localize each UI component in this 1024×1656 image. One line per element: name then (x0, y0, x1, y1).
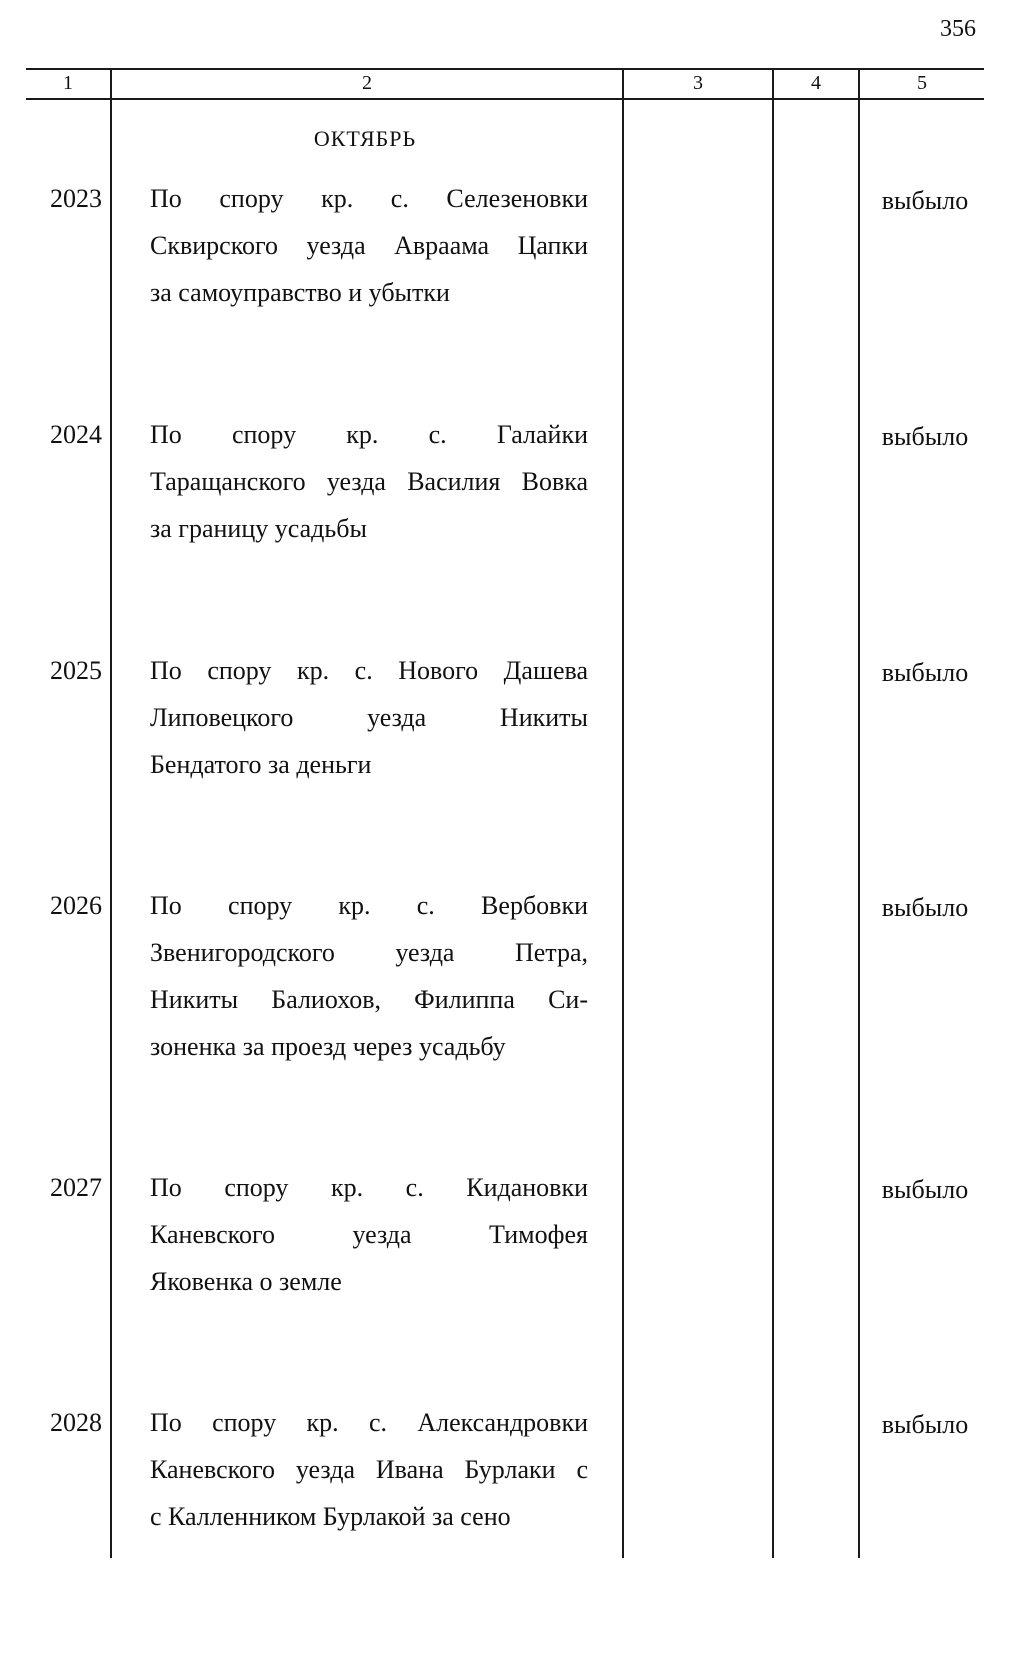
page-number: 356 (940, 16, 976, 42)
row-status: выбыло (881, 422, 969, 451)
description-line: По спору кр. с. Кидановки (150, 1173, 588, 1202)
row-number: 2025 (50, 656, 102, 685)
column-divider-1-2 (110, 68, 112, 1558)
table-header-rule (26, 98, 984, 100)
description-line: зоненка за проезд через усадьбу (150, 1032, 506, 1061)
row-number: 2023 (50, 184, 102, 213)
row-status: выбыло (881, 658, 969, 687)
description-line: за границу усадьбы (150, 514, 367, 543)
description-line: за самоуправство и убытки (150, 278, 450, 307)
description-line: Таращанского уезда Василия Вовка (150, 467, 588, 496)
description-line: Яковенка о земле (150, 1267, 342, 1296)
month-heading: ОКТЯБРЬ (313, 126, 417, 151)
row-description (150, 175, 588, 316)
column-header-5: 5 (917, 72, 927, 94)
description-line: По спору кр. с. Вербовки (150, 891, 588, 920)
description-line: Каневского уезда Ивана Бурлаки с (150, 1455, 588, 1484)
column-divider-3-4 (772, 68, 774, 1558)
row-number: 2027 (50, 1173, 102, 1202)
row-number: 2026 (50, 891, 102, 920)
column-divider-2-3 (622, 68, 624, 1558)
description-line: По спору кр. с. Галайки (150, 420, 588, 449)
row-status: выбыло (881, 893, 969, 922)
description-line: Сквирского уезда Авраама Цапки (150, 231, 588, 260)
description-line: По спору кр. с. Селезеновки (150, 184, 588, 213)
description-line: Липовецкого уезда Никиты (150, 703, 588, 732)
row-status: выбыло (881, 1175, 969, 1204)
row-status: выбыло (881, 1410, 969, 1439)
row-description (150, 411, 588, 552)
column-divider-4-5 (858, 68, 860, 1558)
row-description (150, 1399, 588, 1540)
row-description (150, 882, 588, 1070)
row-status: выбыло (881, 186, 969, 215)
description-line: По спору кр. с. Нового Дашева (150, 656, 588, 685)
description-line: с Калленником Бурлакой за сено (150, 1502, 511, 1531)
column-header-1: 1 (63, 72, 73, 94)
column-header-3: 3 (693, 72, 703, 94)
description-line: Звенигородского уезда Петра, (150, 938, 588, 967)
column-header-4: 4 (811, 72, 821, 94)
row-description (150, 1164, 588, 1305)
description-line: Никиты Балиохов, Филиппа Си- (150, 985, 588, 1014)
column-header-2: 2 (362, 72, 372, 94)
description-line: Каневского уезда Тимофея (150, 1220, 588, 1249)
description-line: По спору кр. с. Александровки (150, 1408, 588, 1437)
row-description (150, 647, 588, 788)
table-top-rule (26, 68, 984, 70)
row-number: 2024 (50, 420, 102, 449)
row-number: 2028 (50, 1408, 102, 1437)
description-line: Бендатого за деньги (150, 750, 372, 779)
